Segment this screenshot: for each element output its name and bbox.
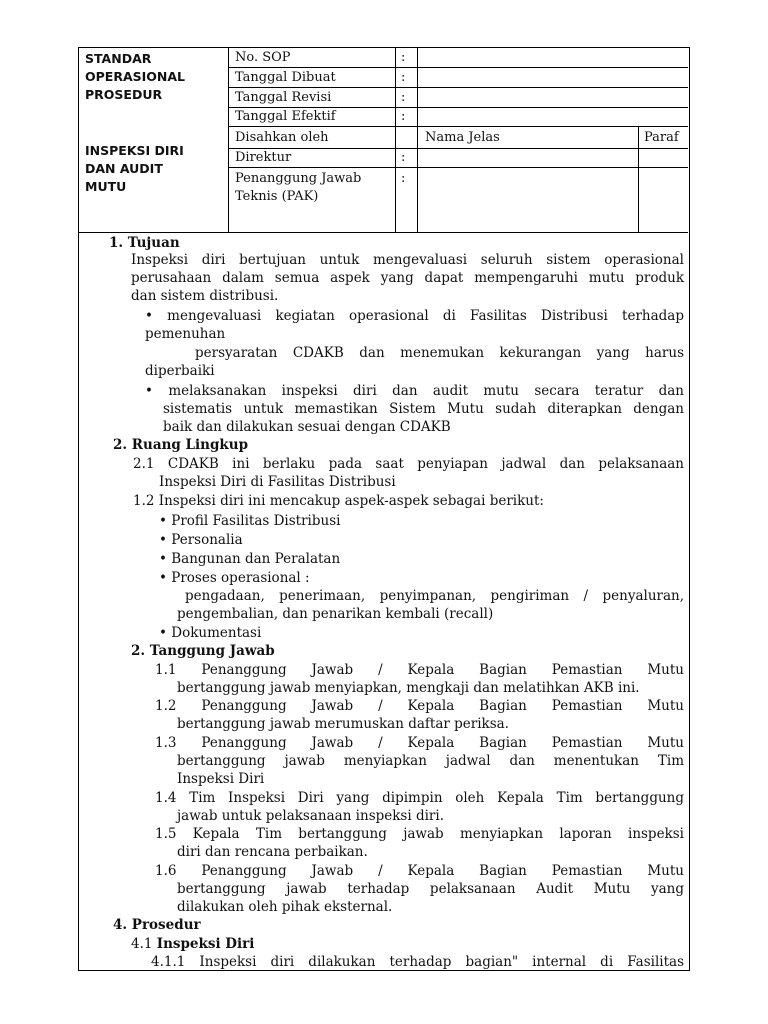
list-item: • Personalia bbox=[159, 532, 243, 548]
field-label-sop-number: No. SOP bbox=[235, 50, 291, 65]
paragraph-line: 2.1 CDAKB ini berlaku pada saat penyiapan jadwal dan pelaksanaan bbox=[133, 456, 684, 472]
divider bbox=[228, 148, 688, 149]
colon: : bbox=[401, 70, 406, 85]
list-item: • Bangunan dan Peralatan bbox=[159, 551, 341, 567]
list-item: baik dan dilakukan sesuai dengan CDAKB bbox=[163, 419, 451, 435]
field-label-effective-date: Tanggal Efektif bbox=[235, 109, 336, 124]
divider bbox=[228, 126, 688, 127]
colon: : bbox=[401, 90, 406, 105]
paragraph-line: bertanggung jawab terhadap pelaksanaan Audit Mutu yang bbox=[177, 881, 684, 897]
field-label-created-date: Tanggal Dibuat bbox=[235, 70, 336, 85]
paragraph-line: diri dan rencana perbaikan. bbox=[177, 844, 368, 860]
paragraph-line: 1.2 Inspeksi diri ini mencakup aspek-aspek sebagai berikut: bbox=[133, 493, 544, 509]
divider bbox=[395, 48, 396, 232]
colon: : bbox=[401, 109, 406, 124]
list-item: diperbaiki bbox=[145, 363, 215, 379]
section-title: 4. Prosedur bbox=[113, 917, 201, 933]
doc-title-line: STANDAR bbox=[85, 51, 152, 66]
paragraph-line: Inspeksi Diri di Fasilitas Distribusi bbox=[159, 474, 396, 490]
paragraph-line: bertanggung jawab menyiapkan, mengkaji dan melatihkan AKB ini. bbox=[177, 680, 640, 696]
subsection-number: 4.1 bbox=[131, 936, 157, 952]
section-title: 2. Ruang Lingkup bbox=[113, 437, 249, 453]
list-item: persyaratan CDAKB dan menemukan kekurangan yang harus bbox=[195, 345, 684, 361]
pak-label: Penanggung Jawab bbox=[235, 171, 362, 186]
director-label: Direktur bbox=[235, 150, 292, 165]
list-item: pengembalian, dan penarikan kembali (recall) bbox=[177, 606, 494, 622]
doc-title-line: PROSEDUR bbox=[85, 87, 163, 102]
paragraph-line: 1.4 Tim Inspeksi Diri yang dipimpin oleh Kepala Tim bertanggung bbox=[155, 790, 684, 806]
list-item: pemenuhan bbox=[145, 326, 226, 342]
divider bbox=[228, 87, 688, 88]
doc-subject-line: INSPEKSI DIRI bbox=[85, 143, 184, 158]
list-item: • Profil Fasilitas Distribusi bbox=[159, 513, 341, 529]
list-item: • mengevaluasi kegiatan operasional di Fasilitas Distribusi terhadap bbox=[145, 308, 684, 324]
paragraph-line: dan sistem distribusi. bbox=[131, 288, 279, 304]
divider bbox=[228, 107, 688, 108]
paragraph-line: Inspeksi Diri bbox=[177, 771, 265, 787]
list-item: • Proses operasional : bbox=[159, 570, 310, 586]
paragraph-line: 4.1.1 Inspeksi diri dilakukan terhadap bagian" internal di Fasilitas bbox=[151, 954, 684, 970]
list-item: • Dokumentasi bbox=[159, 625, 262, 641]
colon: : bbox=[401, 150, 406, 165]
list-item: • melaksanakan inspeksi diri dan audit mutu secara teratur dan bbox=[145, 383, 684, 399]
paragraph-line: 1.5 Kepala Tim bertanggung jawab menyiapkan laporan inspeksi bbox=[155, 826, 684, 842]
divider bbox=[228, 48, 229, 232]
paragraph-line: 1.3 Penanggung Jawab / Kepala Bagian Pemastian Mutu bbox=[155, 735, 684, 751]
doc-title-line: OPERASIONAL bbox=[85, 69, 186, 84]
paragraph-line: Inspeksi diri bertujuan untuk mengevaluasi seluruh sistem operasional bbox=[131, 252, 684, 268]
list-item: pengadaan, penerimaan, penyimpanan, pengiriman / penyaluran, bbox=[185, 588, 684, 604]
initials-label: Paraf bbox=[644, 130, 679, 145]
divider bbox=[417, 48, 418, 232]
colon: : bbox=[401, 50, 406, 65]
subsection-title bbox=[131, 935, 254, 953]
field-label-revision-date: Tanggal Revisi bbox=[235, 90, 332, 105]
pak-label: Teknis (PAK) bbox=[235, 189, 319, 204]
subsection-heading: Inspeksi Diri bbox=[156, 936, 255, 952]
paragraph-line: 1.2 Penanggung Jawab / Kepala Bagian Pemastian Mutu bbox=[155, 698, 684, 714]
paragraph-line: bertanggung jawab merumuskan daftar periksa. bbox=[177, 716, 509, 732]
sop-document bbox=[78, 47, 690, 971]
doc-subject-line: MUTU bbox=[85, 179, 127, 194]
list-item: sistematis untuk memastikan Sistem Mutu sudah diterapkan dengan bbox=[163, 401, 684, 417]
paragraph-line: perusahaan dalam semua aspek yang dapat mempengaruhi mutu produk bbox=[131, 270, 684, 286]
paragraph-line: bertanggung jawab menyiapkan jadwal dan menentukan Tim bbox=[177, 753, 684, 769]
approved-by-label: Disahkan oleh bbox=[235, 130, 329, 145]
doc-subject-line: DAN AUDIT bbox=[85, 161, 163, 176]
paragraph-line: 1.1 Penanggung Jawab / Kepala Bagian Pemastian Mutu bbox=[155, 662, 684, 678]
section-title: 1. Tujuan bbox=[109, 235, 180, 251]
paragraph-line: dilakukan oleh pihak eksternal. bbox=[177, 899, 393, 915]
divider bbox=[228, 167, 688, 168]
sop-header-table bbox=[79, 48, 688, 233]
paragraph-line: jawab untuk pelaksanaan inspeksi diri. bbox=[177, 808, 444, 824]
colon: : bbox=[401, 171, 406, 186]
paragraph-line: 1.6 Penanggung Jawab / Kepala Bagian Pemastian Mutu bbox=[155, 863, 684, 879]
divider bbox=[228, 67, 688, 68]
section-title: 2. Tanggung Jawab bbox=[131, 643, 275, 659]
clear-name-label: Nama Jelas bbox=[425, 130, 500, 145]
divider bbox=[638, 126, 639, 232]
